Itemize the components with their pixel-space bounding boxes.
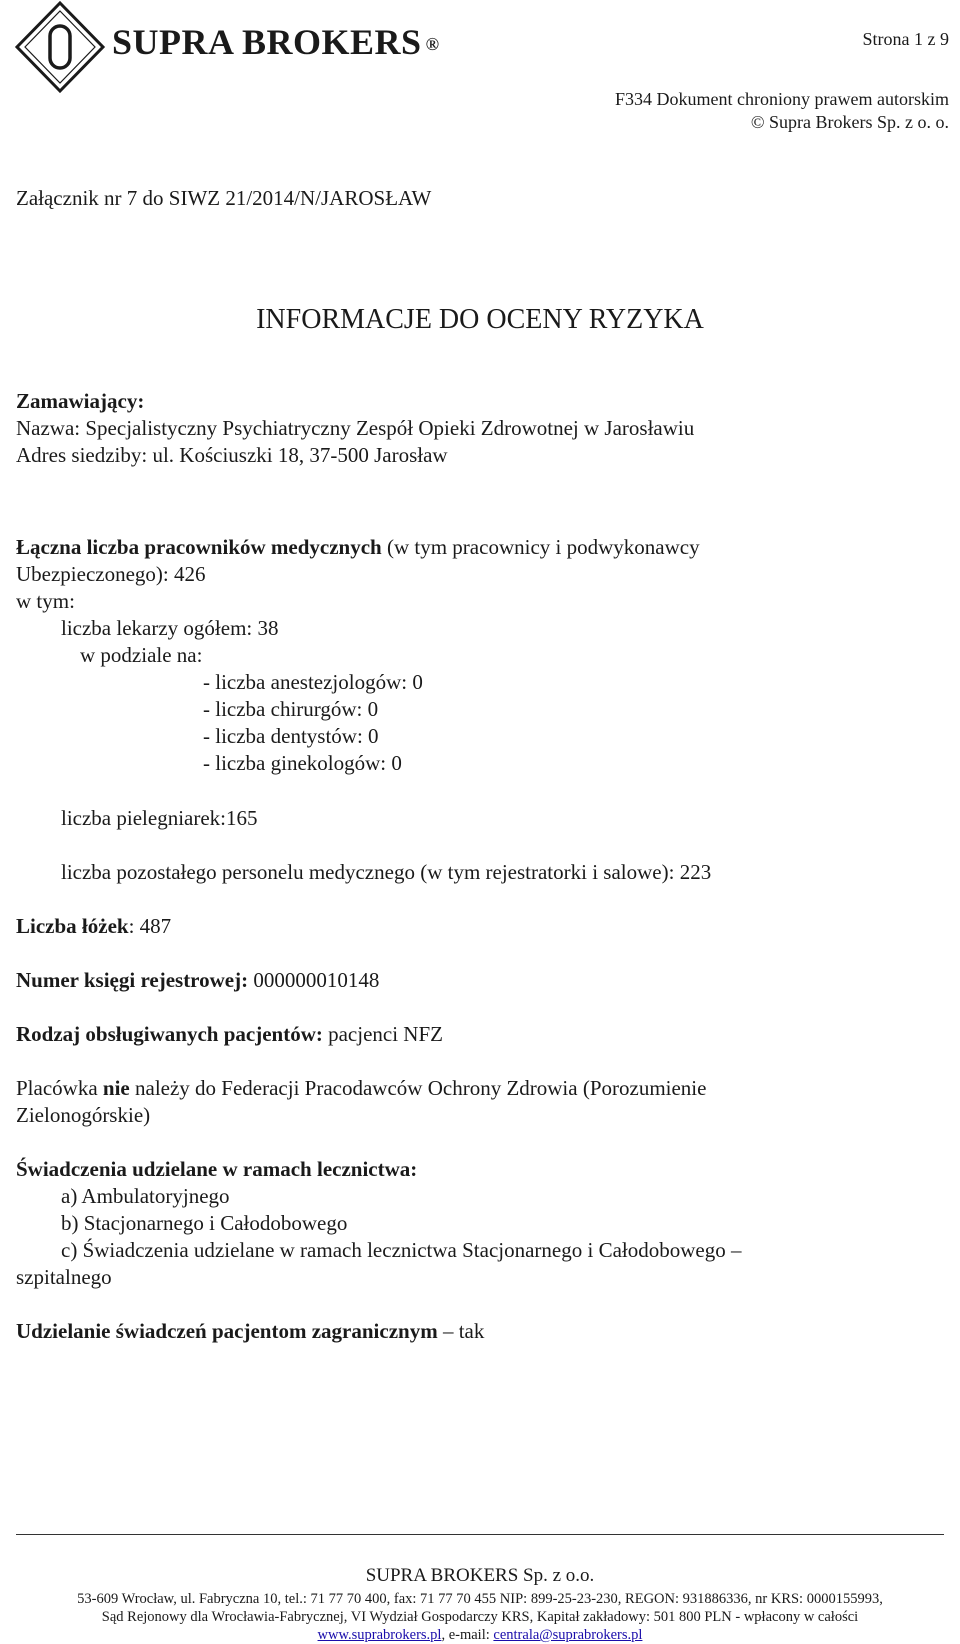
- other-staff-count: liczba pozostałego personelu medycznego (w tym rejestratorki i salowe): 223: [61, 860, 712, 884]
- services-item-cont: szpitalnego: [16, 1265, 112, 1289]
- breakdown-item: - liczba chirurgów: 0: [203, 697, 379, 721]
- copyright-owner: © Supra Brokers Sp. z o. o.: [750, 112, 949, 132]
- breakdown-item: - liczba dentystów: 0: [203, 724, 379, 748]
- footer-court: Sąd Rejonowy dla Wrocławia-Fabrycznej, VI Wydział Gospodarczy KRS, Kapitał zakładowy: 501 800 PLN - wpłacony w całości: [101, 1609, 859, 1625]
- footer-divider: [16, 1534, 944, 1535]
- footer-company: SUPRA BROKERS Sp. z o.o.: [365, 1565, 595, 1586]
- nurses-count: liczba pielegniarek:165: [61, 806, 258, 830]
- register-number: Numer księgi rejestrowej: 000000010148: [16, 968, 380, 992]
- email-link[interactable]: centrala@suprabrokers.pl: [493, 1627, 643, 1643]
- patient-type: Rodzaj obsługiwanych pacjentów: pacjenci NFZ: [16, 1022, 443, 1046]
- staff-total-value: Ubezpieczonego): 426: [16, 562, 206, 586]
- footer-contact: www.suprabrokers.pl, e-mail: centrala@suprabrokers.pl: [317, 1627, 643, 1643]
- foreign-patients: Udzielanie świadczeń pacjentom zagranicznym – tak: [16, 1319, 485, 1343]
- page-number: Strona 1 z 9: [862, 29, 949, 49]
- breakdown-label: w podziale na:: [80, 643, 203, 667]
- client-address: Adres siedziby: ul. Kościuszki 18, 37-500 Jarosław: [16, 443, 448, 467]
- federation-statement: Placówka nie należy do Federacji Pracodawców Ochrony Zdrowia (Porozumienie: [16, 1076, 707, 1100]
- document-title: INFORMACJE DO OCENY RYZYKA: [256, 304, 704, 335]
- staff-w-tym: w tym:: [16, 589, 75, 613]
- doctors-count: liczba lekarzy ogółem: 38: [61, 616, 279, 640]
- staff-total-label: Łączna liczba pracowników medycznych (w tym pracownicy i podwykonawcy: [16, 535, 700, 559]
- footer-address: 53-609 Wrocław, ul. Fabryczna 10, tel.: 71 77 70 400, fax: 71 77 70 455 NIP: 899-25-23-230, REGON: 931886336, nr KRS: 0000155993,: [77, 1591, 883, 1607]
- annex-label: Załącznik nr 7 do SIWZ 21/2014/N/JAROSŁAW: [16, 186, 432, 210]
- client-name: Nazwa: Specjalistyczny Psychiatryczny Zespół Opieki Zdrowotnej w Jarosławiu: [16, 416, 695, 440]
- client-heading: Zamawiający:: [16, 389, 145, 413]
- breakdown-item: - liczba ginekologów: 0: [203, 751, 402, 775]
- federation-statement-cont: Zielonogórskie): [16, 1103, 151, 1127]
- breakdown-item: - liczba anestezjologów: 0: [203, 670, 423, 694]
- copyright-line: F334 Dokument chroniony prawem autorskim: [615, 89, 949, 109]
- services-item: b) Stacjonarnego i Całodobowego: [61, 1211, 348, 1235]
- beds-count: Liczba łóżek: 487: [16, 914, 172, 938]
- supra-brokers-logo-icon: [14, 0, 106, 94]
- website-link[interactable]: www.suprabrokers.pl: [317, 1627, 442, 1643]
- services-item: a) Ambulatoryjnego: [61, 1184, 230, 1208]
- registered-mark: ®: [425, 34, 440, 54]
- brand-name: SUPRA BROKERS ®: [112, 22, 440, 62]
- services-heading: Świadczenia udzielane w ramach lecznictwa:: [16, 1157, 418, 1181]
- services-item: c) Świadczenia udzielane w ramach lecznictwa Stacjonarnego i Całodobowego –: [61, 1238, 742, 1262]
